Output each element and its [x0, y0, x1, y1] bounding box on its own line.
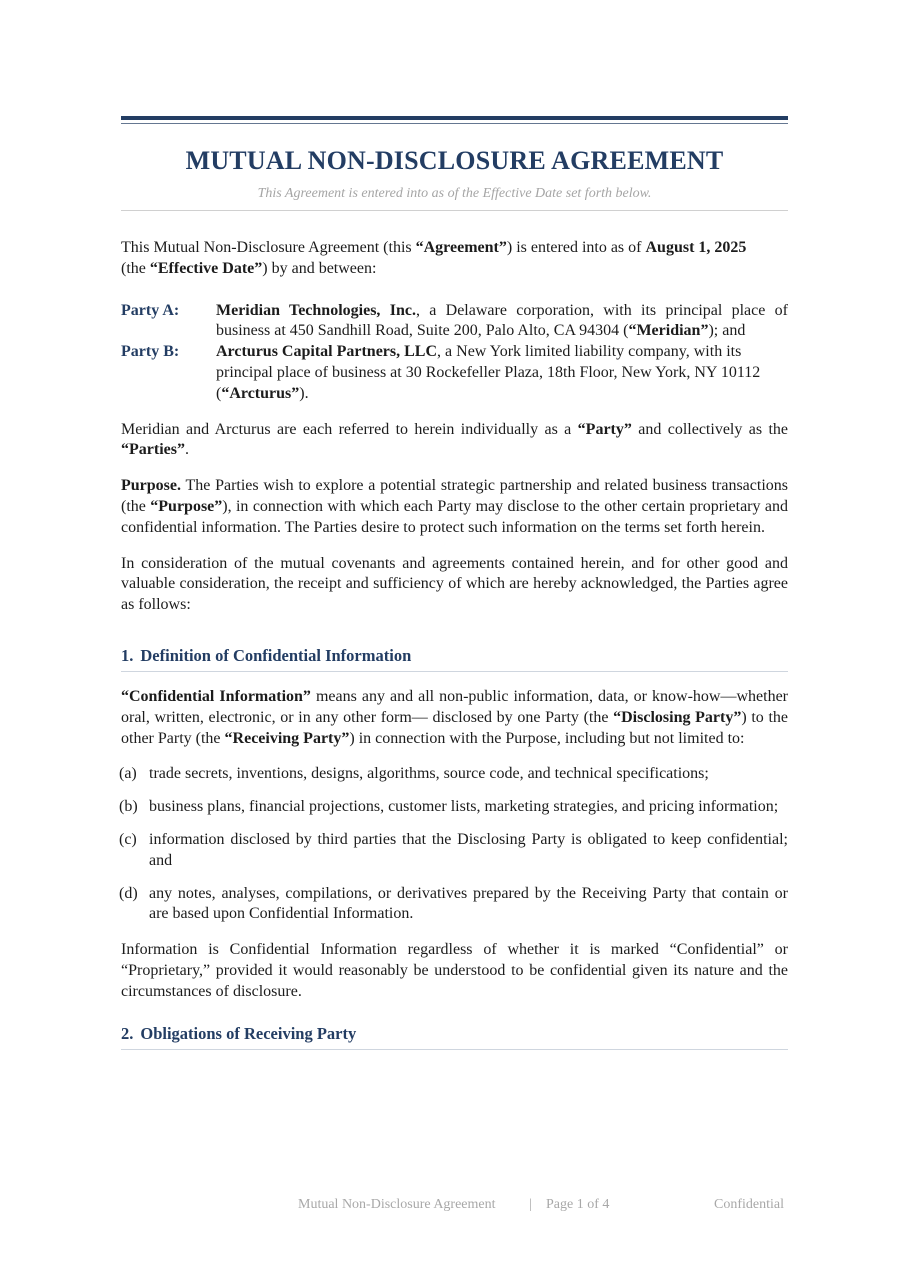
- footer-page-number: Page 1 of 4: [546, 1197, 610, 1212]
- header-rule-thin: [121, 123, 788, 124]
- footer-confidential-label: Confidential: [714, 1197, 784, 1212]
- purpose-text: The Parties wish to explore a potential strategic partnership and related business transactions (the: [121, 477, 788, 515]
- section-2-title: Obligations of Receiving Party: [140, 1023, 357, 1043]
- intro-paragraph: [121, 238, 788, 280]
- party-a-name: Meridian Technologies, Inc.: [216, 301, 416, 319]
- list-item-marker: (d): [119, 884, 138, 902]
- parties-term: “Parties”: [121, 441, 185, 459]
- page-footer: [0, 1197, 910, 1215]
- document-title: MUTUAL NON-DISCLOSURE AGREEMENT: [185, 146, 724, 175]
- intro-text: (the: [121, 259, 150, 277]
- list-item: [121, 764, 788, 785]
- list-item-marker: (b): [119, 798, 138, 816]
- party-a-text: , a Delaware corporation, with its principal place of business at 450 Sandhill Road, Suite 200, Palo Alto, CA 94304 (: [216, 301, 788, 340]
- list-item: [121, 884, 788, 926]
- purpose-term: “Purpose”: [150, 497, 223, 515]
- section-1-heading: [121, 645, 788, 672]
- list-item-text: any notes, analyses, compilations, or derivatives prepared by the Receiving Party that contain or are based upon Confidential Information.: [149, 884, 788, 923]
- definition-text: means any and all non-public information, data, or know-how—whether oral, written, electronic, or in any other form— disclosed by one Party (the: [121, 687, 788, 726]
- list-item-text: business plans, financial projections, customer lists, marketing strategies, and pricing information;: [149, 798, 779, 816]
- purpose-paragraph: [121, 476, 788, 538]
- party-a-end: ); and: [708, 322, 746, 340]
- consideration-paragraph: In consideration of the mutual covenants and agreements contained herein, and for other good and valuable consideration, the receipt and sufficiency of which are hereby acknowledged, the Parties agree as follows:: [121, 554, 788, 614]
- agreement-term: “Agreement”: [415, 239, 507, 256]
- confidential-information-term: “Confidential Information”: [121, 687, 311, 705]
- receiving-party-term: “Receiving Party”: [224, 729, 350, 747]
- list-item-text: information disclosed by third parties that the Disclosing Party is obligated to keep confidential; and: [149, 830, 788, 869]
- purpose-text: ), in connection with which each Party may disclose to the other certain proprietary and confidential information. The Parties desire to protect such information on the terms set forth herein.: [121, 497, 788, 536]
- parties-block: [121, 301, 788, 405]
- party-b-short-name: “Arcturus”: [221, 384, 300, 402]
- footer-separator: |: [529, 1197, 532, 1212]
- collective-text: and collectively as the: [631, 420, 789, 438]
- title-divider: [121, 210, 788, 211]
- marking-paragraph: Information is Confidential Information regardless of whether it is marked “Confidential” or “Proprietary,” provided it would reasonably be understood to be confidential given its nature and the circumstances of disclosure.: [121, 941, 788, 1000]
- section-1-title: Definition of Confidential Information: [140, 645, 412, 665]
- intro-text: ) is entered into as of: [506, 239, 646, 256]
- document-subtitle: This Agreement is entered into as of the Effective Date set forth below.: [257, 186, 652, 201]
- party-a-description: [216, 301, 788, 343]
- party-b-label: Party B:: [121, 343, 180, 361]
- definition-paragraph: [121, 687, 788, 749]
- intro-text: ) by and between:: [262, 259, 377, 277]
- definition-list: [121, 764, 788, 925]
- party-b-text: , a New York limited liability company, with its principal place of business at 30 Rockefeller Plaza, 18th Floor, New York, NY 10112 (: [216, 343, 761, 402]
- section-2-number: 2.: [121, 1023, 134, 1043]
- header-rule-thick: [121, 116, 788, 120]
- disclosing-party-term: “Disclosing Party”: [613, 708, 742, 726]
- purpose-label: Purpose.: [121, 477, 181, 495]
- party-a-short-name: “Meridian”: [628, 322, 709, 340]
- definition-text: ) to the other Party (the: [121, 708, 789, 747]
- collective-text: Meridian and Arcturus are each referred to herein individually as a: [121, 420, 578, 438]
- section-1-number: 1.: [121, 645, 134, 665]
- collective-text: .: [184, 441, 189, 459]
- document-body: [121, 116, 788, 1050]
- party-b-description: [216, 342, 788, 404]
- intro-text: This Mutual Non-Disclosure Agreement (this: [121, 239, 416, 256]
- effective-date-value: August 1, 2025: [645, 239, 747, 256]
- party-a-label: Party A:: [121, 301, 180, 319]
- party-term: “Party”: [577, 420, 632, 438]
- footer-document-title: Mutual Non-Disclosure Agreement: [298, 1197, 496, 1212]
- list-item: [121, 830, 788, 872]
- list-item-marker: (a): [119, 765, 137, 783]
- list-item-marker: (c): [119, 830, 137, 848]
- definition-text: ) in connection with the Purpose, including but not limited to:: [349, 729, 745, 747]
- party-b-name: Arcturus Capital Partners, LLC: [216, 343, 438, 361]
- party-b-row: [121, 342, 788, 404]
- list-item: [121, 797, 788, 818]
- party-b-end: ).: [299, 384, 309, 402]
- collective-paragraph: [121, 420, 788, 462]
- section-2-heading: [121, 1023, 788, 1050]
- party-a-row: [121, 301, 788, 343]
- list-item-text: trade secrets, inventions, designs, algorithms, source code, and technical specifications;: [149, 765, 709, 783]
- effective-date-term: “Effective Date”: [149, 259, 263, 277]
